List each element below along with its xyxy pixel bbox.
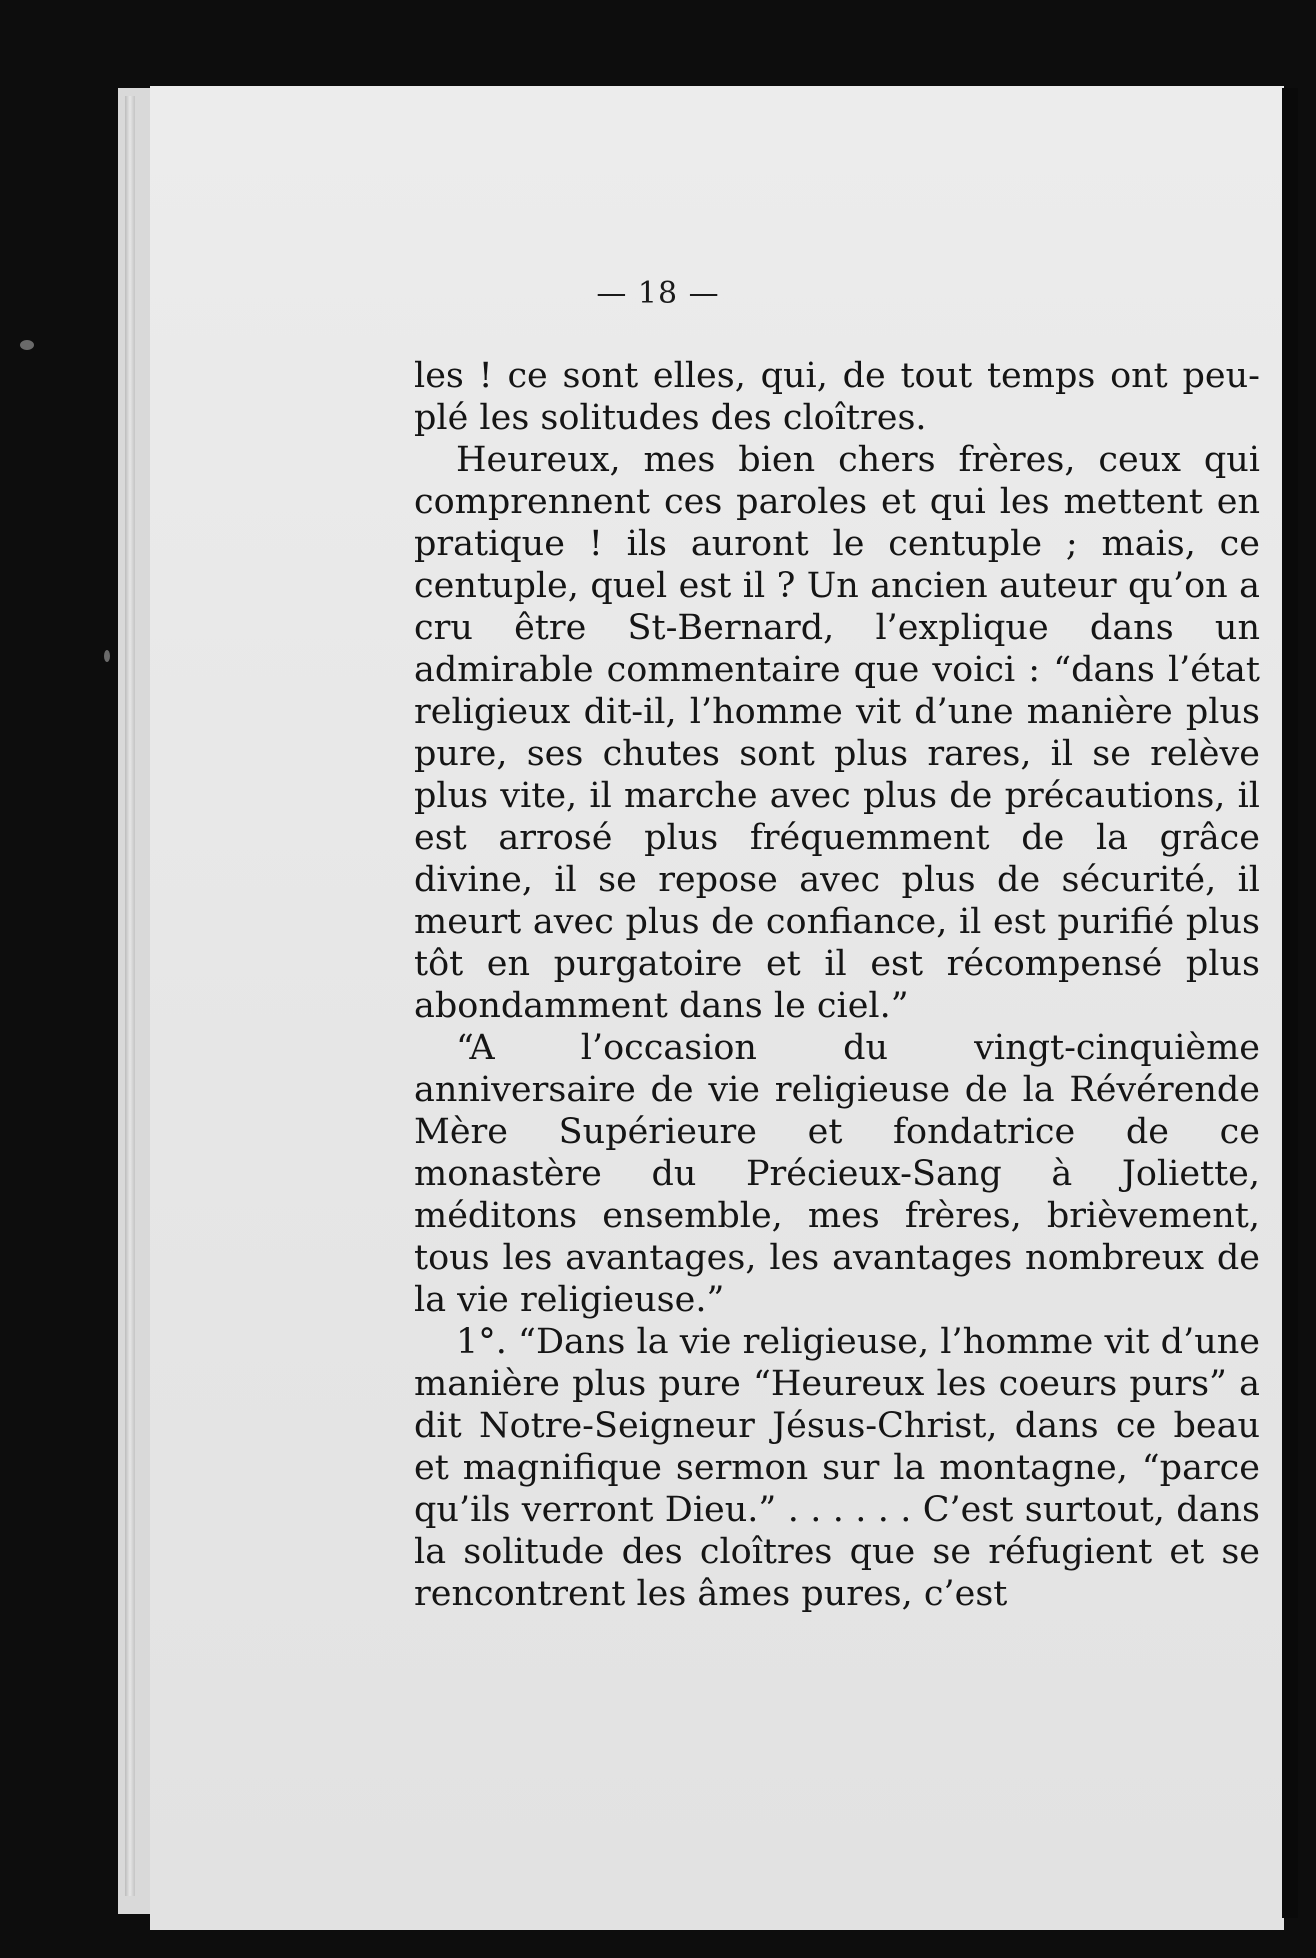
- page-right-edge: [1282, 88, 1298, 1918]
- scan-speck: [20, 340, 34, 350]
- paragraph: les ! ce sont elles, qui, de tout temps ont peu-plé les solitudes des cloîtres.: [414, 356, 1260, 438]
- paragraph: 1°. “Dans la vie religieuse, l’homme vit d’une manière plus pure “Heureux les coeurs purs” a dit Notre-Seigneur Jésus-Christ, dans ce beau et magnifique sermon sur la montagne, “parce qu’ils verront Dieu.” . . . . . . C’est surtout, dans la solitude des cloîtres que se réfugient et se rencontrent les âmes pures, c’est: [414, 1322, 1260, 1614]
- paragraph: “A l’occasion du vingt-cinquième anniversaire de vie religieuse de la Révérende Mère Supérieure et fondatrice de ce monastère du Précieux-Sang à Joliette, méditons ensemble, mes frères, brièvement, tous les avantages, les avantages nombreux de la vie religieuse.”: [414, 1028, 1260, 1320]
- paragraph: Heureux, mes bien chers frères, ceux qui comprennent ces paroles et qui les mettent en pratique ! ils auront le centuple ; mais, ce centuple, quel est il ? Un ancien auteur qu’on a cru être St-Bernard, l’explique dans un admirable commentaire que voici : “dans l’état religieux dit-il, l’homme vit d’une manière plus pure, ses chutes sont plus rares, il se relève plus vite, il marche avec plus de précautions, il est arrosé plus fréquemment de la grâce divine, il se repose avec plus de sécurité, il meurt avec plus de confiance, il est purifié plus tôt en purgatoire et il est récompensé plus abondamment dans le ciel.”: [414, 440, 1260, 1026]
- scan-speck: [104, 650, 110, 662]
- page-edge: [125, 96, 135, 1896]
- page-number: — 18 —: [596, 276, 720, 311]
- body-text: [414, 355, 1260, 1615]
